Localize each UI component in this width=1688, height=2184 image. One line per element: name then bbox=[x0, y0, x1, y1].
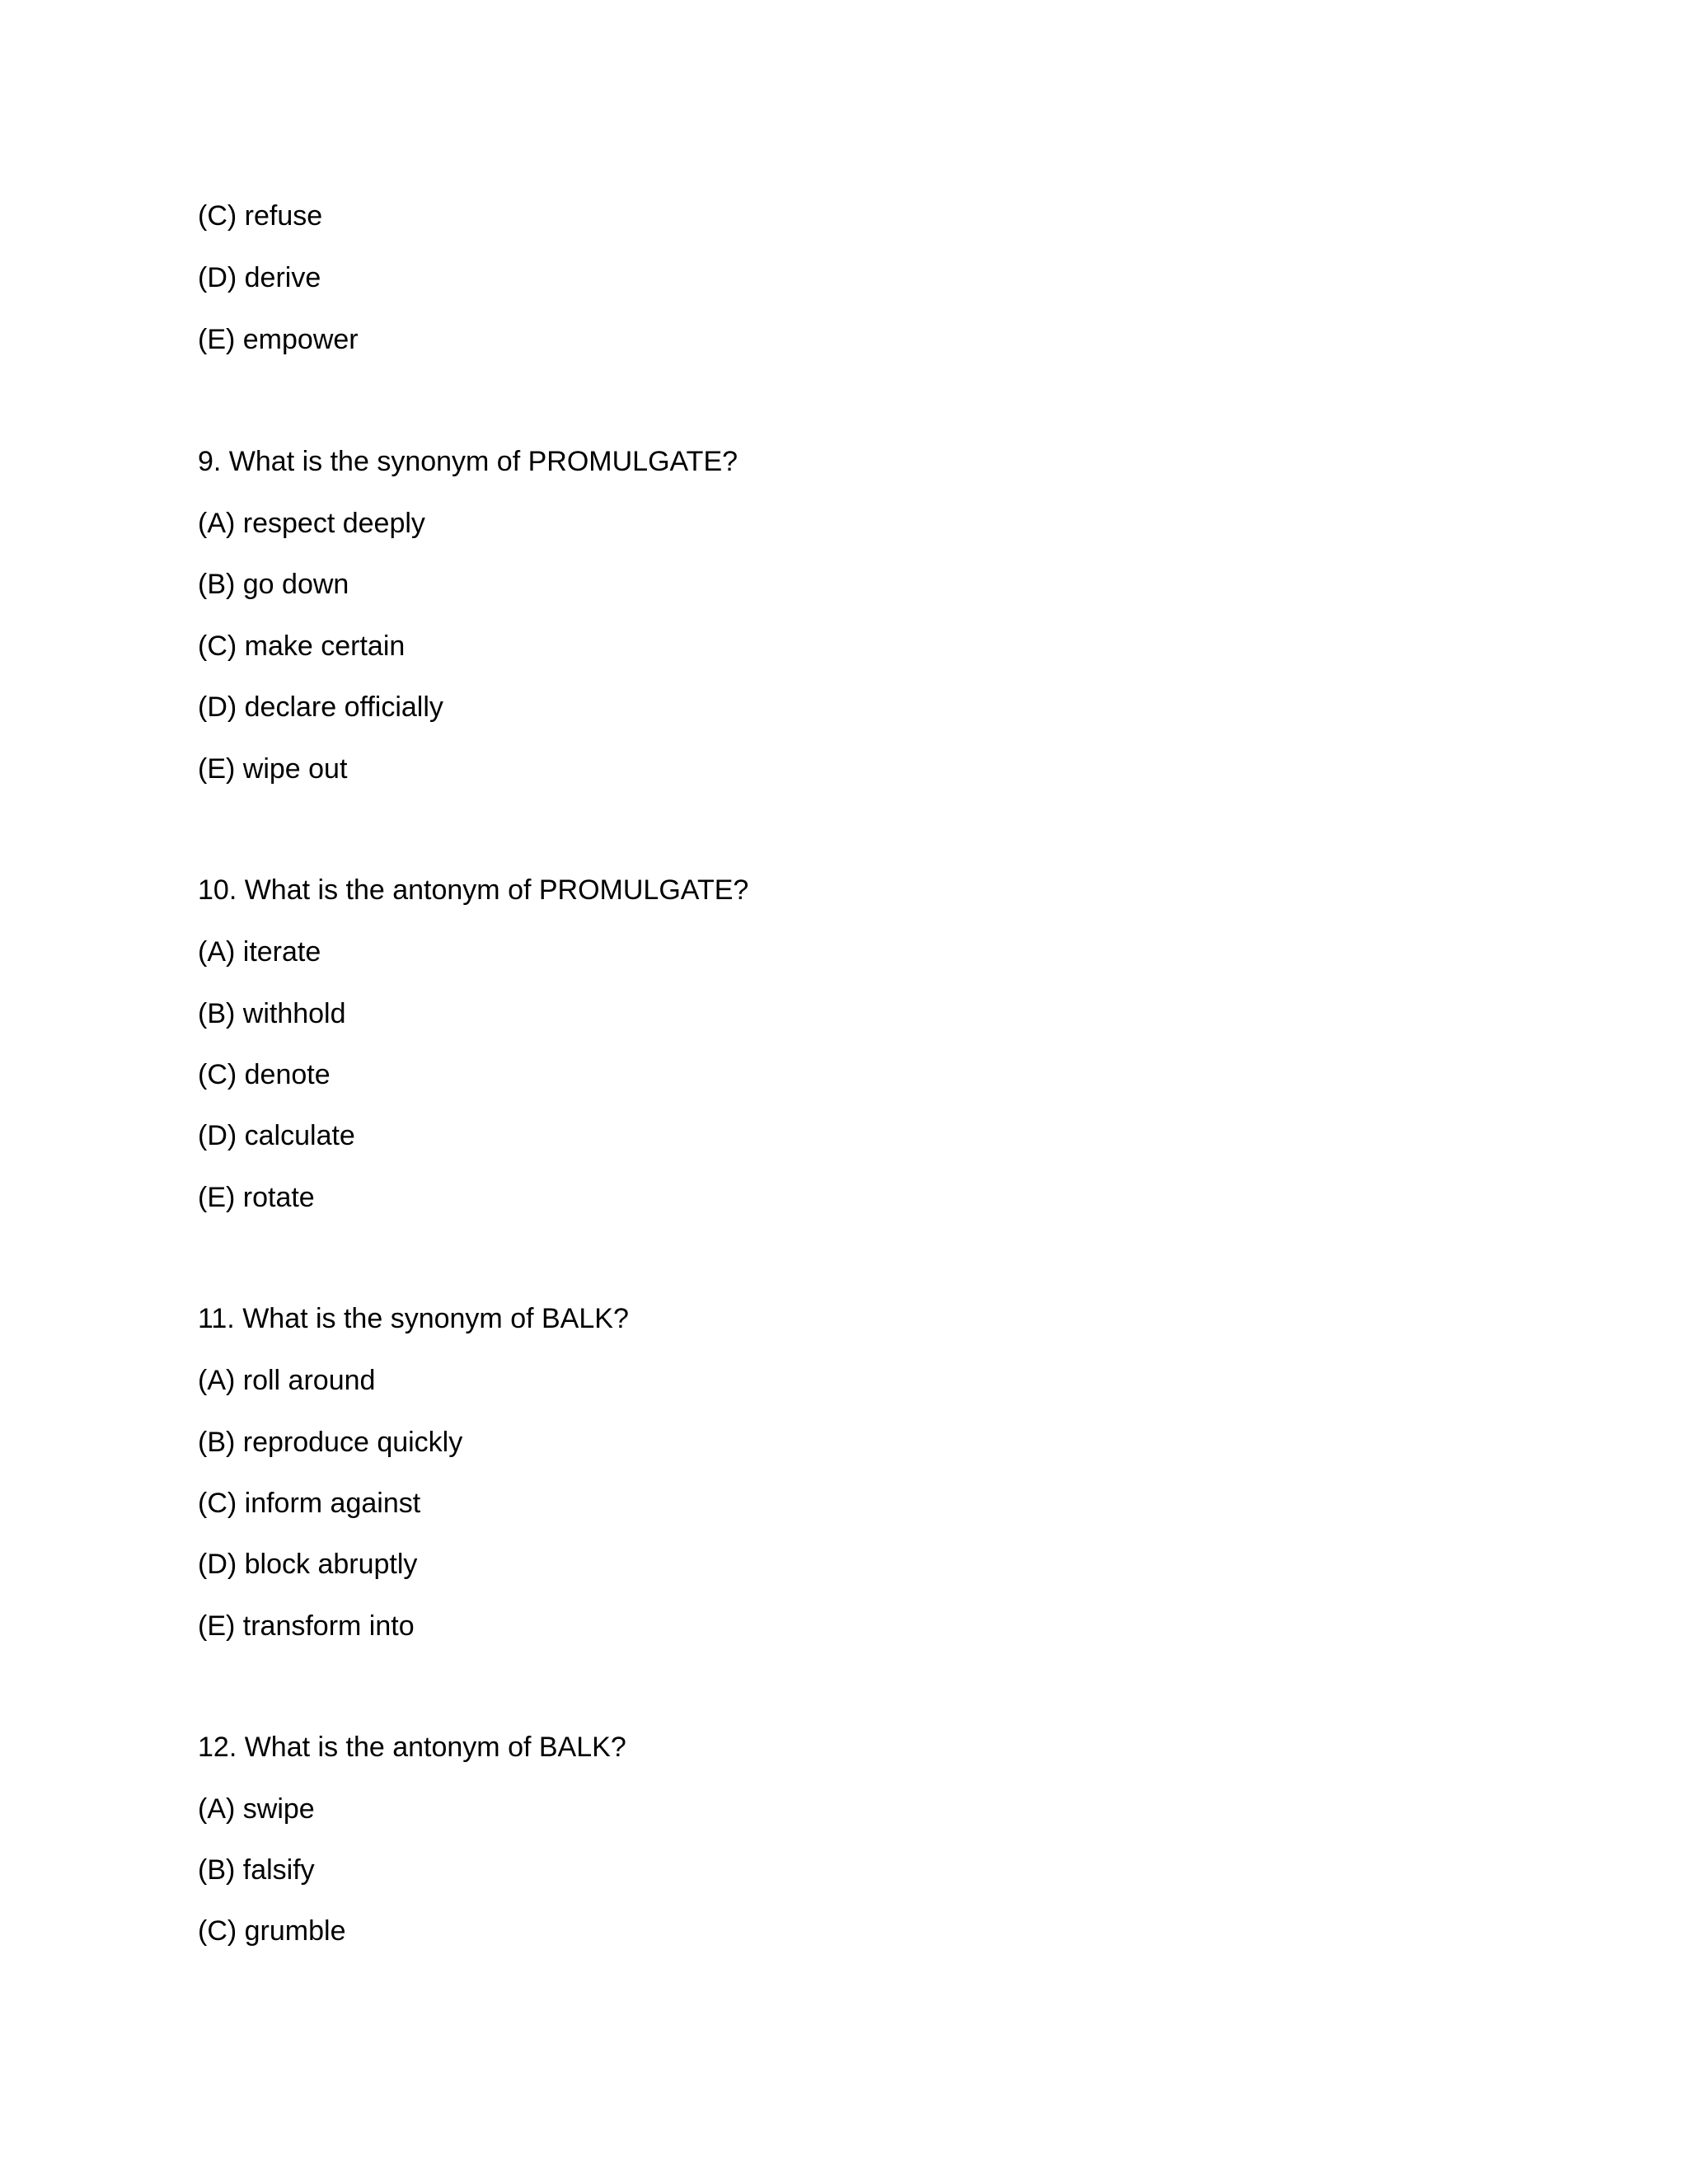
option-item: (C) refuse bbox=[198, 200, 323, 232]
option-item: (A) roll around bbox=[198, 1365, 376, 1396]
option-item: (E) wipe out bbox=[198, 753, 348, 785]
option-item: (B) go down bbox=[198, 569, 349, 600]
option-item: (A) respect deeply bbox=[198, 508, 425, 539]
option-item: (A) swipe bbox=[198, 1793, 315, 1825]
question-text: 10. What is the antonym of PROMULGATE? bbox=[198, 874, 749, 906]
option-item: (C) grumble bbox=[198, 1915, 346, 1947]
option-item: (D) block abruptly bbox=[198, 1549, 418, 1580]
option-item: (B) withhold bbox=[198, 998, 346, 1029]
option-item: (B) falsify bbox=[198, 1854, 315, 1886]
question-text: 9. What is the synonym of PROMULGATE? bbox=[198, 446, 738, 477]
question-text: 12. What is the antonym of BALK? bbox=[198, 1732, 626, 1763]
option-item: (D) calculate bbox=[198, 1120, 355, 1151]
option-item: (C) denote bbox=[198, 1059, 331, 1090]
option-item: (C) make certain bbox=[198, 630, 406, 662]
option-item: (E) rotate bbox=[198, 1182, 315, 1213]
option-item: (B) reproduce quickly bbox=[198, 1427, 463, 1458]
option-item: (E) transform into bbox=[198, 1610, 415, 1642]
option-item: (C) inform against bbox=[198, 1488, 421, 1519]
option-item: (A) iterate bbox=[198, 936, 321, 968]
option-item: (D) derive bbox=[198, 262, 321, 293]
option-item: (D) declare officially bbox=[198, 691, 443, 723]
option-item: (E) empower bbox=[198, 324, 359, 355]
question-text: 11. What is the synonym of BALK? bbox=[198, 1303, 629, 1334]
